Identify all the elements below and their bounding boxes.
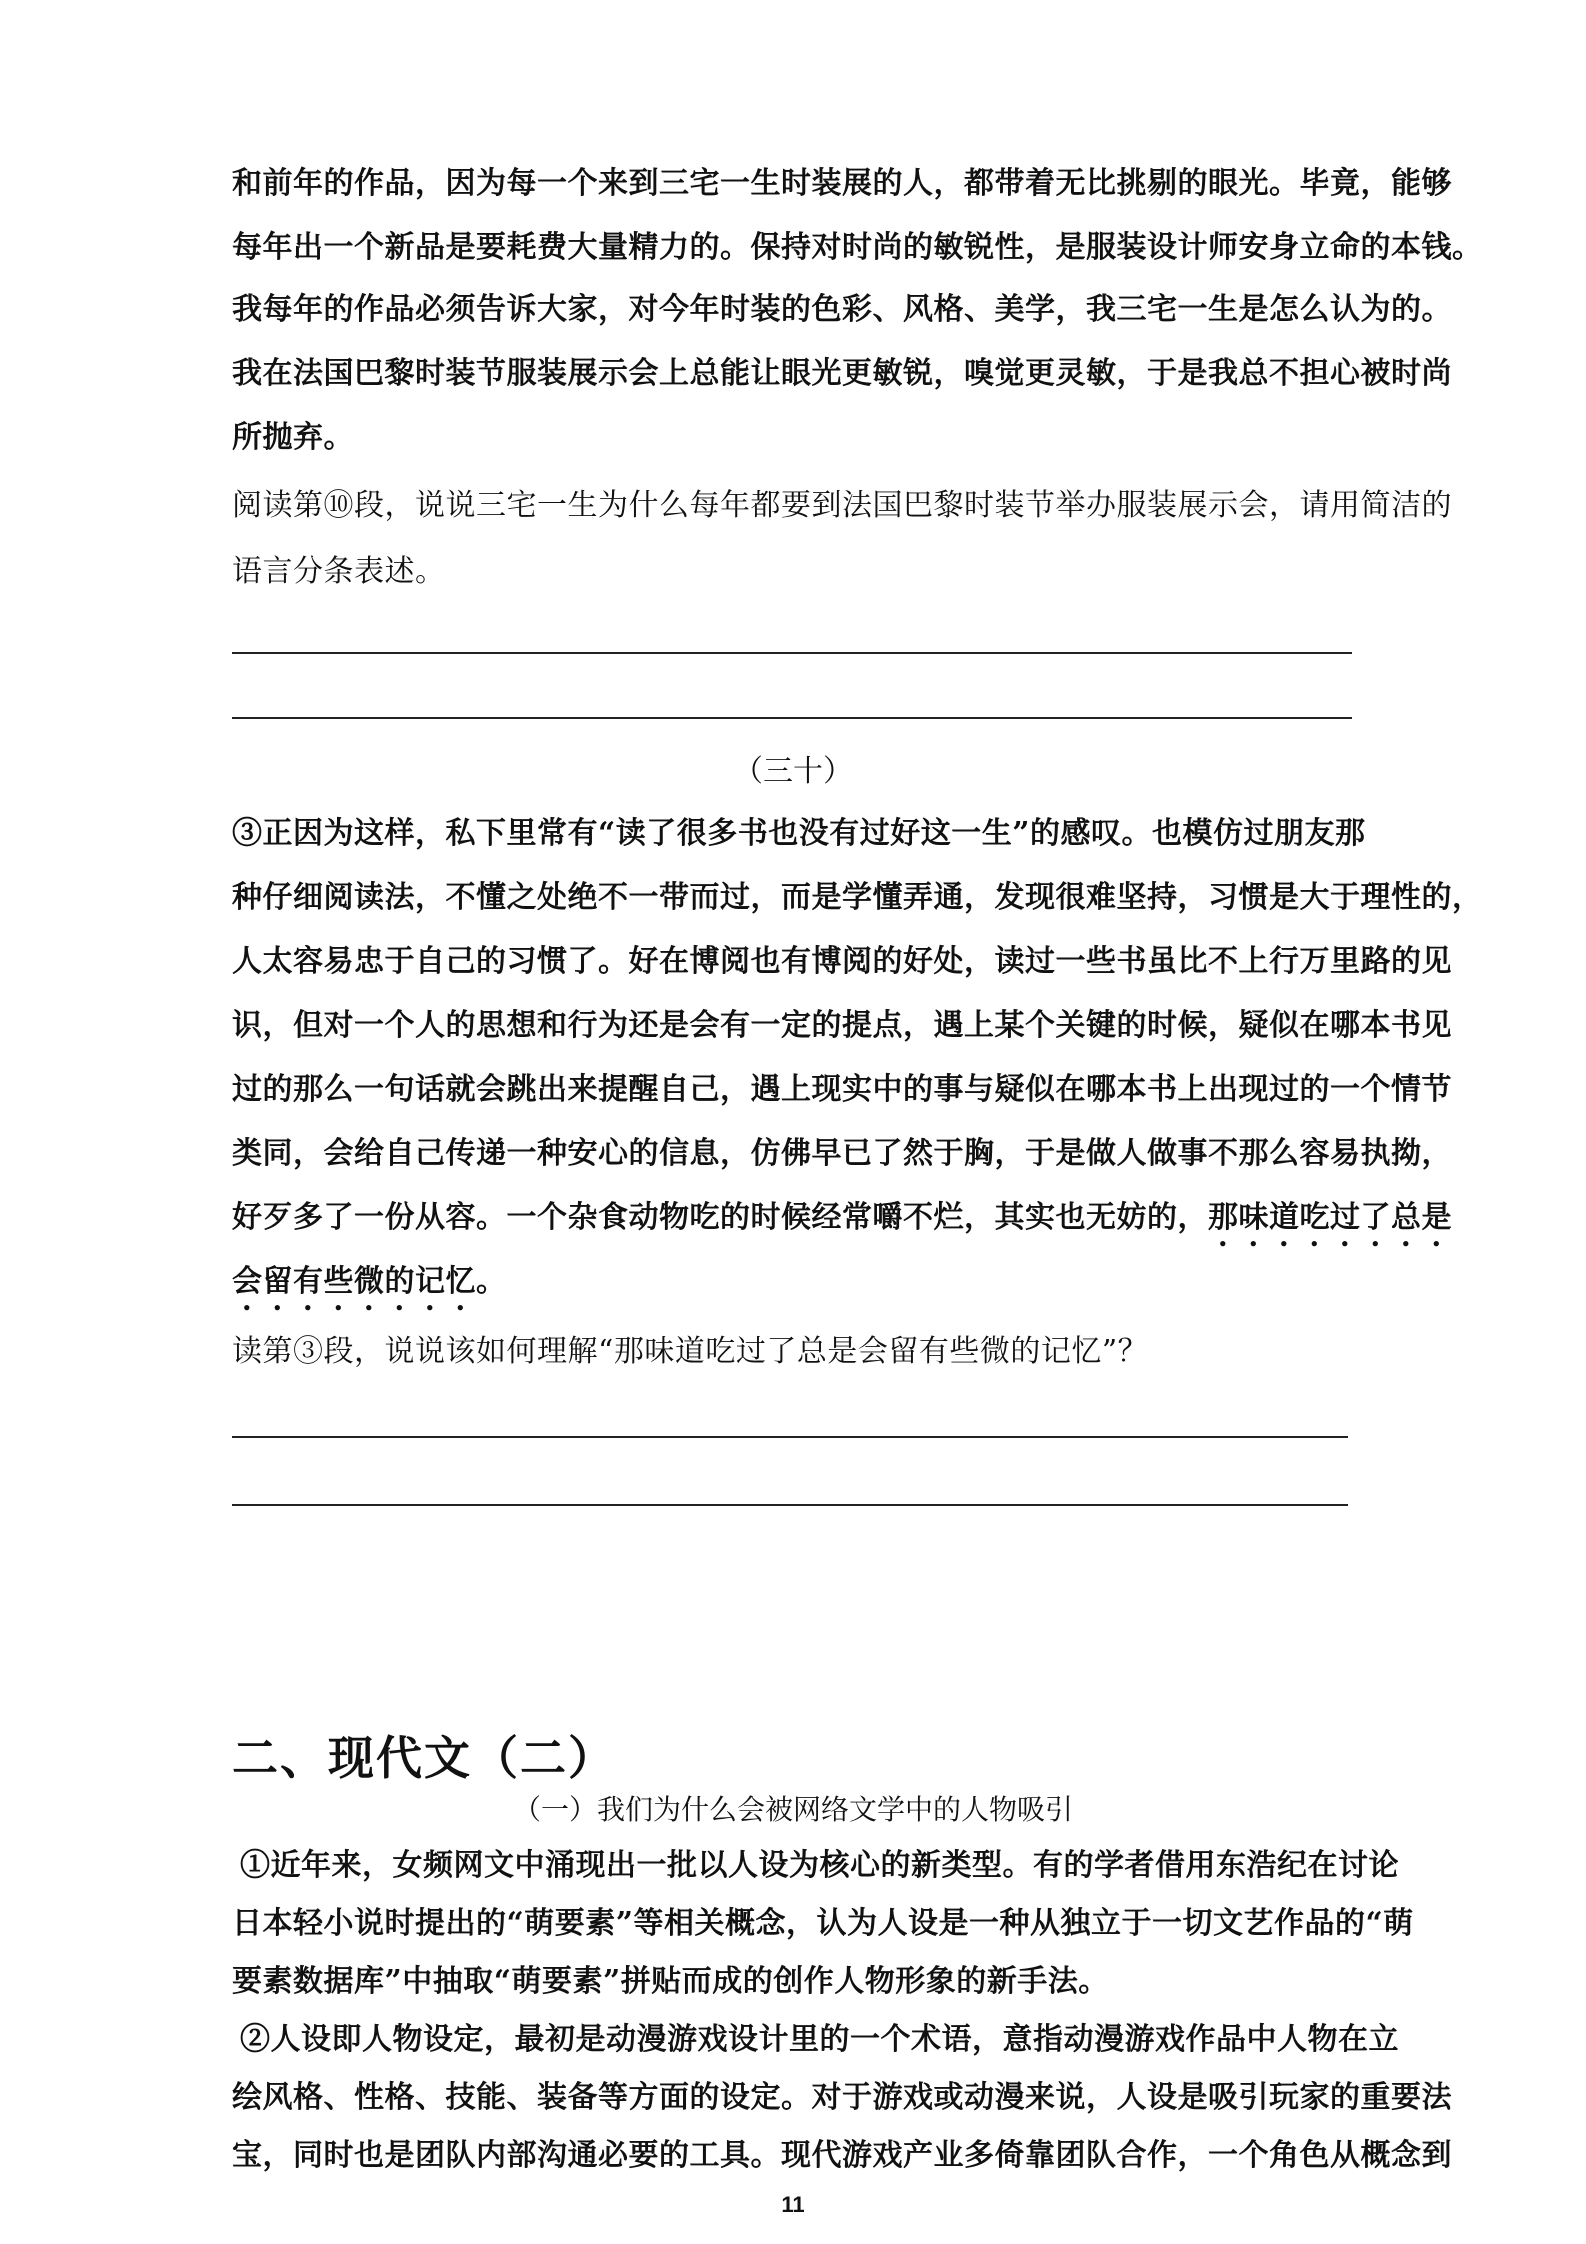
section-two-line-4: ②人设即人物设定，最初是动漫游戏设计里的一个术语，意指动漫游戏作品中人物在立 (240, 2022, 1399, 2057)
section-two-heading: 二、现代文（二） (232, 1731, 616, 1785)
answer-line-a2[interactable] (232, 717, 1352, 719)
question-thirty: 读第③段，说说该如何理解“那味道吃过了总是会留有些微的记忆”？ (232, 1334, 1149, 1369)
section-thirty-title: （三十） (733, 754, 853, 789)
section-thirty-line-1: ③正因为这样，私下里常有“读了很多书也没有过好这一生”的感叹。也模仿过朋友那 (232, 816, 1366, 851)
line-7-plain-text: 好歹多了一份从容。一个杂食动物吃的时候经常嚼不烂，其实也无妨的， (232, 1200, 1208, 1235)
passage-a-line-3: 我每年的作品必须告诉大家，对今年时装的色彩、风格、美学，我三宅一生是怎么认为的。 (232, 292, 1452, 327)
section-two-line-2: 日本轻小说时提出的“萌要素”等相关概念，认为人设是一种从独立于一切文艺作品的“萌 (232, 1906, 1414, 1941)
section-two-line-3: 要素数据库”中抽取“萌要素”拼贴而成的创作人物形象的新手法。 (232, 1964, 1109, 1999)
section-two-line-1: ①近年来，女频网文中涌现出一批以人设为核心的新类型。有的学者借用东浩纪在讨论 (240, 1848, 1399, 1883)
passage-a-line-4: 我在法国巴黎时装节服装展示会上总能让眼光更敏锐，嗅觉更灵敏，于是我总不担心被时尚 (232, 356, 1452, 391)
answer-line-b2[interactable] (232, 1504, 1348, 1506)
line-8-plain-text: 。 (476, 1264, 507, 1299)
emphasized-phrase-part-1: 那味道吃过了总是 (1208, 1200, 1452, 1235)
passage-a-line-5: 所抛弃。 (232, 420, 354, 455)
section-thirty-line-8 (232, 1262, 1362, 1317)
emphasized-phrase-part-2: 会留有些微的记忆 (232, 1264, 476, 1299)
question-a-line-1: 阅读第⑩段，说说三宅一生为什么每年都要到法国巴黎时装节举办服装展示会，请用简洁的 (232, 488, 1452, 523)
section-thirty-line-3: 人太容易忠于自己的习惯了。好在博阅也有博阅的好处，读过一些书虽比不上行万里路的见 (232, 944, 1452, 979)
page-number: 11 (781, 2192, 805, 2217)
answer-line-b1[interactable] (232, 1436, 1348, 1438)
answer-line-a1[interactable] (232, 652, 1352, 654)
passage-a-line-1: 和前年的作品，因为每一个来到三宅一生时装展的人，都带着无比挑剔的眼光。毕竟，能够 (232, 166, 1452, 201)
question-a-line-2: 语言分条表述。 (232, 554, 446, 589)
section-two-line-5: 绘风格、性格、技能、装备等方面的设定。对于游戏或动漫来说，人设是吸引玩家的重要法 (232, 2080, 1452, 2115)
section-two-line-6: 宝，同时也是团队内部沟通必要的工具。现代游戏产业多倚靠团队合作，一个角色从概念到 (232, 2138, 1452, 2173)
section-thirty-line-6: 类同，会给自己传递一种安心的信息，仿佛早已了然于胸，于是做人做事不那么容易执拗， (232, 1136, 1452, 1171)
section-thirty-line-2: 种仔细阅读法，不懂之处绝不一带而过，而是学懂弄通，发现很难坚持，习惯是大于理性的， (232, 880, 1483, 915)
section-two-subtitle: （一）我们为什么会被网络文学中的人物吸引 (512, 1793, 1073, 1826)
section-thirty-line-4: 识，但对一个人的思想和行为还是会有一定的提点，遇上某个关键的时候，疑似在哪本书见 (232, 1008, 1452, 1043)
section-thirty-line-5: 过的那么一句话就会跳出来提醒自己，遇上现实中的事与疑似在哪本书上出现过的一个情节 (232, 1072, 1452, 1107)
section-thirty-line-7 (232, 1198, 1452, 1253)
passage-a-line-2: 每年出一个新品是要耗费大量精力的。保持对时尚的敏锐性，是服装设计师安身立命的本钱。 (232, 230, 1483, 265)
